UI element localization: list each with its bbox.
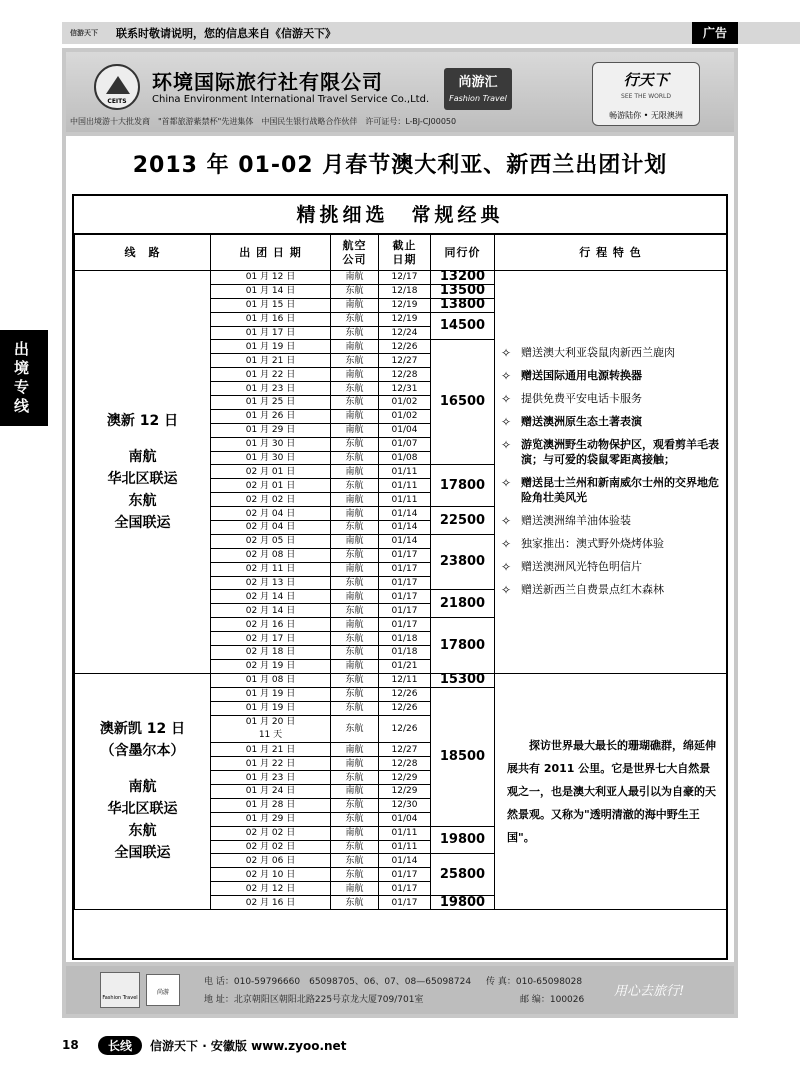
header-features: 行 程 特 色 xyxy=(495,235,727,271)
deadline: 12/26 xyxy=(379,715,431,743)
feature-text: 独家推出：澳式野外烧烤体验 xyxy=(521,536,664,550)
route-carrier-line: 南航 xyxy=(128,448,157,465)
deadline: 01/11 xyxy=(379,465,431,479)
airline: 南航 xyxy=(331,271,379,285)
route-name-note: （含墨尔本） xyxy=(100,743,185,760)
departure-date: 01 月 26 日 xyxy=(211,409,331,423)
departure-date: 02 月 04 日 xyxy=(211,507,331,521)
departure-date: 01 月 28 日 xyxy=(211,798,331,812)
feature-text: 提供免费平安电话卡服务 xyxy=(521,391,642,405)
airline: 南航 xyxy=(331,465,379,479)
departure-date: 01 月 20 日 11 天 xyxy=(211,715,331,743)
airline: 南航 xyxy=(331,590,379,604)
deadline: 01/14 xyxy=(379,521,431,535)
deadline: 01/18 xyxy=(379,646,431,660)
header-route: 线 路 xyxy=(75,235,211,271)
price-cell: 13200 xyxy=(431,271,495,285)
route-gap xyxy=(75,432,210,446)
departure-date: 02 月 16 日 xyxy=(211,896,331,910)
airline: 东航 xyxy=(331,701,379,715)
route-carrier-line: 华北区联运 xyxy=(107,801,178,818)
feature-text: 赠送昆士兰州和新南威尔士州的交界地危险角壮美风光 xyxy=(521,475,719,504)
airline: 南航 xyxy=(331,757,379,771)
deadline: 01/17 xyxy=(379,604,431,618)
company-name-en: China Environment International Travel Service Co.,Ltd. xyxy=(152,94,430,105)
publication-name: 信游天下 · 安徽版 www.zyoo.net xyxy=(150,1038,347,1053)
airline: 东航 xyxy=(331,715,379,743)
price-cell: 22500 xyxy=(431,507,495,535)
deadline: 12/17 xyxy=(379,271,431,285)
footer-postcode: 邮 编：100026 xyxy=(520,995,585,1005)
price-cell: 17800 xyxy=(431,618,495,674)
price-cell: 21800 xyxy=(431,590,495,618)
price-cell: 16500 xyxy=(431,340,495,465)
airline: 东航 xyxy=(331,632,379,646)
page-footer-line xyxy=(62,1032,346,1058)
feature-text: 赠送国际通用电源转换器 xyxy=(521,368,642,382)
deadline: 01/17 xyxy=(379,868,431,882)
xingtianxia-logo xyxy=(592,62,700,126)
departure-date: 02 月 01 日 xyxy=(211,465,331,479)
departure-date: 01 月 14 日 xyxy=(211,284,331,298)
ad-tag: 广告 xyxy=(692,22,738,44)
page-title: 2013 年 01-02 月春节澳大利亚、新西兰出团计划 xyxy=(132,153,668,178)
departure-date: 01 月 23 日 xyxy=(211,771,331,785)
airline: 南航 xyxy=(331,423,379,437)
deadline: 12/27 xyxy=(379,743,431,757)
feature-text: 赠送澳大利亚袋鼠肉新西兰鹿肉 xyxy=(521,345,675,359)
feature-item xyxy=(501,437,726,467)
price-cell: 18500 xyxy=(431,687,495,826)
route-name: 澳新 12 日 xyxy=(106,412,179,429)
departure-date: 01 月 30 日 xyxy=(211,437,331,451)
departure-date: 01 月 22 日 xyxy=(211,757,331,771)
airline: 东航 xyxy=(331,604,379,618)
airline: 东航 xyxy=(331,868,379,882)
feature-text: 赠送澳洲绵羊油体验装 xyxy=(521,513,631,527)
footer-logo-stamp: 尚游 xyxy=(146,974,180,1006)
airline: 东航 xyxy=(331,798,379,812)
deadline: 01/17 xyxy=(379,882,431,896)
xtx-logo-tag: 畅游陆你 • 无限澳洲 xyxy=(609,111,683,120)
deadline: 12/29 xyxy=(379,771,431,785)
group1-body xyxy=(75,271,727,674)
departure-date: 02 月 01 日 xyxy=(211,479,331,493)
deadline: 01/11 xyxy=(379,826,431,840)
airline: 东航 xyxy=(331,812,379,826)
main-panel xyxy=(66,136,734,962)
departure-date: 02 月 04 日 xyxy=(211,521,331,535)
departure-date: 01 月 08 日 xyxy=(211,673,331,687)
feature-item xyxy=(501,368,726,383)
deadline: 01/17 xyxy=(379,590,431,604)
deadline: 12/26 xyxy=(379,701,431,715)
deadline: 01/02 xyxy=(379,396,431,410)
airline: 东航 xyxy=(331,284,379,298)
schedule-subtitle: 精挑细选 常规经典 xyxy=(74,196,726,234)
departure-date: 01 月 30 日 xyxy=(211,451,331,465)
mini-logo: 信游天下 xyxy=(70,29,98,37)
table-row xyxy=(75,271,727,285)
price-cell: 17800 xyxy=(431,465,495,507)
airline: 南航 xyxy=(331,618,379,632)
departure-date: 01 月 29 日 xyxy=(211,812,331,826)
departure-date: 02 月 06 日 xyxy=(211,854,331,868)
footer-fax: 传 真：010-65098028 xyxy=(486,977,583,987)
brand-name-cn: 尚游汇 xyxy=(458,75,498,90)
departure-date: 02 月 19 日 xyxy=(211,659,331,673)
airline: 东航 xyxy=(331,673,379,687)
feature-item xyxy=(501,536,726,551)
departure-date: 01 月 29 日 xyxy=(211,423,331,437)
price-cell: 13800 xyxy=(431,298,495,312)
airline: 东航 xyxy=(331,771,379,785)
deadline: 01/17 xyxy=(379,618,431,632)
feature-item xyxy=(501,391,726,406)
airline: 东航 xyxy=(331,576,379,590)
airline: 东航 xyxy=(331,382,379,396)
departure-date: 02 月 18 日 xyxy=(211,646,331,660)
airline: 南航 xyxy=(331,562,379,576)
airline: 南航 xyxy=(331,507,379,521)
deadline: 01/17 xyxy=(379,896,431,910)
features-cell-group2 xyxy=(495,673,727,909)
route-gap xyxy=(75,762,210,776)
price-cell: 14500 xyxy=(431,312,495,340)
footer-slogan: 用心去旅行! xyxy=(614,984,685,999)
deadline: 01/21 xyxy=(379,659,431,673)
price-cell: 13500 xyxy=(431,284,495,298)
header-deadline: 截止 日期 xyxy=(379,235,431,271)
feature-text: 赠送澳洲风光特色明信片 xyxy=(521,559,642,573)
departure-date: 02 月 16 日 xyxy=(211,618,331,632)
brand-name-en: Fashion Travel xyxy=(449,94,507,103)
header-price: 同行价 xyxy=(431,235,495,271)
airline: 东航 xyxy=(331,646,379,660)
side-tab-label: 出境专线 xyxy=(14,340,30,415)
departure-date: 01 月 17 日 xyxy=(211,326,331,340)
group2-body xyxy=(75,673,727,909)
sparkle-icon: ✧ xyxy=(501,414,512,429)
airline: 南航 xyxy=(331,534,379,548)
route-carrier-line: 东航 xyxy=(128,823,157,840)
route-carrier-line: 全国联运 xyxy=(114,845,171,862)
feature-item xyxy=(501,475,726,505)
schedule-table xyxy=(74,234,727,910)
departure-date: 02 月 10 日 xyxy=(211,868,331,882)
departure-date: 01 月 24 日 xyxy=(211,784,331,798)
airline: 东航 xyxy=(331,548,379,562)
deadline: 01/11 xyxy=(379,493,431,507)
contact-footer xyxy=(66,966,734,1014)
airline: 东航 xyxy=(331,521,379,535)
airline: 南航 xyxy=(331,340,379,354)
sparkle-icon: ✧ xyxy=(501,475,512,490)
route-carrier-line: 东航 xyxy=(128,492,157,509)
table-header-row xyxy=(75,235,727,271)
feature-text: 赠送澳洲原生态土著表演 xyxy=(521,414,642,428)
deadline: 01/02 xyxy=(379,409,431,423)
deadline: 01/17 xyxy=(379,576,431,590)
departure-date: 01 月 19 日 xyxy=(211,687,331,701)
deadline: 01/07 xyxy=(379,437,431,451)
sparkle-icon: ✧ xyxy=(501,391,512,406)
feature-item xyxy=(501,582,726,597)
sparkle-icon: ✧ xyxy=(501,368,512,383)
section-side-tab xyxy=(0,330,48,426)
company-slogan: 中国出境游十大批发商 "首都旅游紫禁杯"先进集体 中国民生银行战略合作伙伴 许可证号：L-BJ-CJ00050 xyxy=(70,117,457,126)
sparkle-icon: ✧ xyxy=(501,437,512,452)
airline: 南航 xyxy=(331,882,379,896)
sparkle-icon: ✧ xyxy=(501,559,512,574)
company-name-cn: 环境国际旅行社有限公司 xyxy=(152,70,383,94)
deadline: 12/24 xyxy=(379,326,431,340)
company-logo-icon xyxy=(94,64,140,110)
departure-date: 02 月 14 日 xyxy=(211,604,331,618)
sparkle-icon: ✧ xyxy=(501,582,512,597)
airline: 南航 xyxy=(331,368,379,382)
deadline: 12/26 xyxy=(379,340,431,354)
deadline: 01/11 xyxy=(379,840,431,854)
airline: 南航 xyxy=(331,298,379,312)
departure-date: 02 月 14 日 xyxy=(211,590,331,604)
deadline: 12/26 xyxy=(379,687,431,701)
departure-date: 01 月 15 日 xyxy=(211,298,331,312)
departure-date: 02 月 13 日 xyxy=(211,576,331,590)
sparkle-icon: ✧ xyxy=(501,536,512,551)
airline: 东航 xyxy=(331,354,379,368)
feature-item xyxy=(501,414,726,429)
price-cell: 23800 xyxy=(431,534,495,590)
deadline: 12/11 xyxy=(379,673,431,687)
feature-description: 探访世界最大最长的珊瑚礁群，绵延伸展共有 2011 公里。它是世界七大自然景观之一，也是澳大利亚人最引以为自豪的天然景观。又称为"透明清澈的海中野生王国"。 xyxy=(507,738,716,844)
deadline: 01/04 xyxy=(379,812,431,826)
price-cell: 19800 xyxy=(431,826,495,854)
departure-date: 01 月 16 日 xyxy=(211,312,331,326)
deadline: 01/11 xyxy=(379,479,431,493)
deadline: 01/17 xyxy=(379,548,431,562)
footer-phone: 电 话：010-59796660 65098705、06、07、08—65098724 xyxy=(204,977,472,987)
features-cell-group1 xyxy=(495,271,727,674)
price-cell: 15300 xyxy=(431,673,495,687)
route-name: 澳新凯 12 日 xyxy=(99,721,186,738)
airline: 东航 xyxy=(331,396,379,410)
departure-date: 02 月 05 日 xyxy=(211,534,331,548)
deadline: 12/31 xyxy=(379,382,431,396)
section-badge: 长线 xyxy=(98,1036,142,1055)
deadline: 12/28 xyxy=(379,757,431,771)
airline: 南航 xyxy=(331,743,379,757)
sparkle-icon: ✧ xyxy=(501,345,512,360)
page-number: 18 xyxy=(62,1038,79,1052)
deadline: 01/17 xyxy=(379,562,431,576)
departure-date: 01 月 21 日 xyxy=(211,743,331,757)
airline: 南航 xyxy=(331,826,379,840)
departure-date: 02 月 02 日 xyxy=(211,826,331,840)
airline: 南航 xyxy=(331,784,379,798)
airline: 东航 xyxy=(331,687,379,701)
departure-date: 01 月 12 日 xyxy=(211,271,331,285)
xtx-logo-en: SEE THE WORLD xyxy=(621,93,671,100)
departure-date: 01 月 22 日 xyxy=(211,368,331,382)
airline: 东航 xyxy=(331,326,379,340)
airline: 南航 xyxy=(331,409,379,423)
deadline: 12/19 xyxy=(379,312,431,326)
airline: 东航 xyxy=(331,479,379,493)
deadline: 12/27 xyxy=(379,354,431,368)
departure-date: 01 月 19 日 xyxy=(211,701,331,715)
departure-date: 02 月 11 日 xyxy=(211,562,331,576)
deadline: 01/08 xyxy=(379,451,431,465)
company-logo-abbr: CEITS xyxy=(107,98,127,105)
feature-item xyxy=(501,345,726,360)
deadline: 01/14 xyxy=(379,507,431,521)
departure-date: 02 月 02 日 xyxy=(211,493,331,507)
route-cell-group2 xyxy=(75,673,211,909)
deadline: 01/14 xyxy=(379,534,431,548)
departure-date: 02 月 02 日 xyxy=(211,840,331,854)
deadline: 01/18 xyxy=(379,632,431,646)
departure-date: 01 月 19 日 xyxy=(211,340,331,354)
route-cell-group1 xyxy=(75,271,211,674)
deadline: 01/14 xyxy=(379,854,431,868)
header-date: 出 团 日 期 xyxy=(211,235,331,271)
deadline: 12/19 xyxy=(379,298,431,312)
departure-date: 02 月 12 日 xyxy=(211,882,331,896)
airline: 东航 xyxy=(331,854,379,868)
departure-date: 01 月 23 日 xyxy=(211,382,331,396)
footer-logo-fashion: Fashion Travel xyxy=(100,972,140,1008)
header-airline: 航空 公司 xyxy=(331,235,379,271)
company-header xyxy=(66,52,734,132)
departure-date: 01 月 21 日 xyxy=(211,354,331,368)
route-carrier-line: 全国联运 xyxy=(114,514,171,531)
feature-text: 赠送新西兰自费景点红木森林 xyxy=(521,582,664,596)
xtx-logo-cn: 行天下 xyxy=(623,71,669,89)
table-row xyxy=(75,673,727,687)
sparkle-icon: ✧ xyxy=(501,513,512,528)
departure-date: 02 月 08 日 xyxy=(211,548,331,562)
airline: 南航 xyxy=(331,493,379,507)
departure-date: 01 月 25 日 xyxy=(211,396,331,410)
price-cell: 19800 xyxy=(431,896,495,910)
route-carrier-line: 华北区联运 xyxy=(107,470,178,487)
price-cell: 25800 xyxy=(431,854,495,896)
departure-date: 02 月 17 日 xyxy=(211,632,331,646)
feature-item xyxy=(501,559,726,574)
deadline: 12/29 xyxy=(379,784,431,798)
schedule-box xyxy=(72,194,728,960)
airline: 东航 xyxy=(331,840,379,854)
brand-logo xyxy=(444,68,512,110)
route-carrier-line: 南航 xyxy=(128,779,157,796)
airline: 东航 xyxy=(331,896,379,910)
feature-item xyxy=(501,513,726,528)
deadline: 12/18 xyxy=(379,284,431,298)
airline: 东航 xyxy=(331,312,379,326)
top-notice-bar xyxy=(62,22,800,44)
airline: 东航 xyxy=(331,451,379,465)
deadline: 01/04 xyxy=(379,423,431,437)
footer-address: 地 址：北京朝阳区朝阳北路225号京龙大厦709/701室 xyxy=(204,995,424,1005)
feature-text: 游览澳洲野生动物保护区，观看剪羊毛表演；与可爱的袋鼠零距离接触； xyxy=(521,437,719,466)
notice-text: 联系时敬请说明，您的信息来自《信游天下》 xyxy=(116,27,336,40)
deadline: 12/30 xyxy=(379,798,431,812)
airline: 南航 xyxy=(331,659,379,673)
deadline: 12/28 xyxy=(379,368,431,382)
airline: 东航 xyxy=(331,437,379,451)
